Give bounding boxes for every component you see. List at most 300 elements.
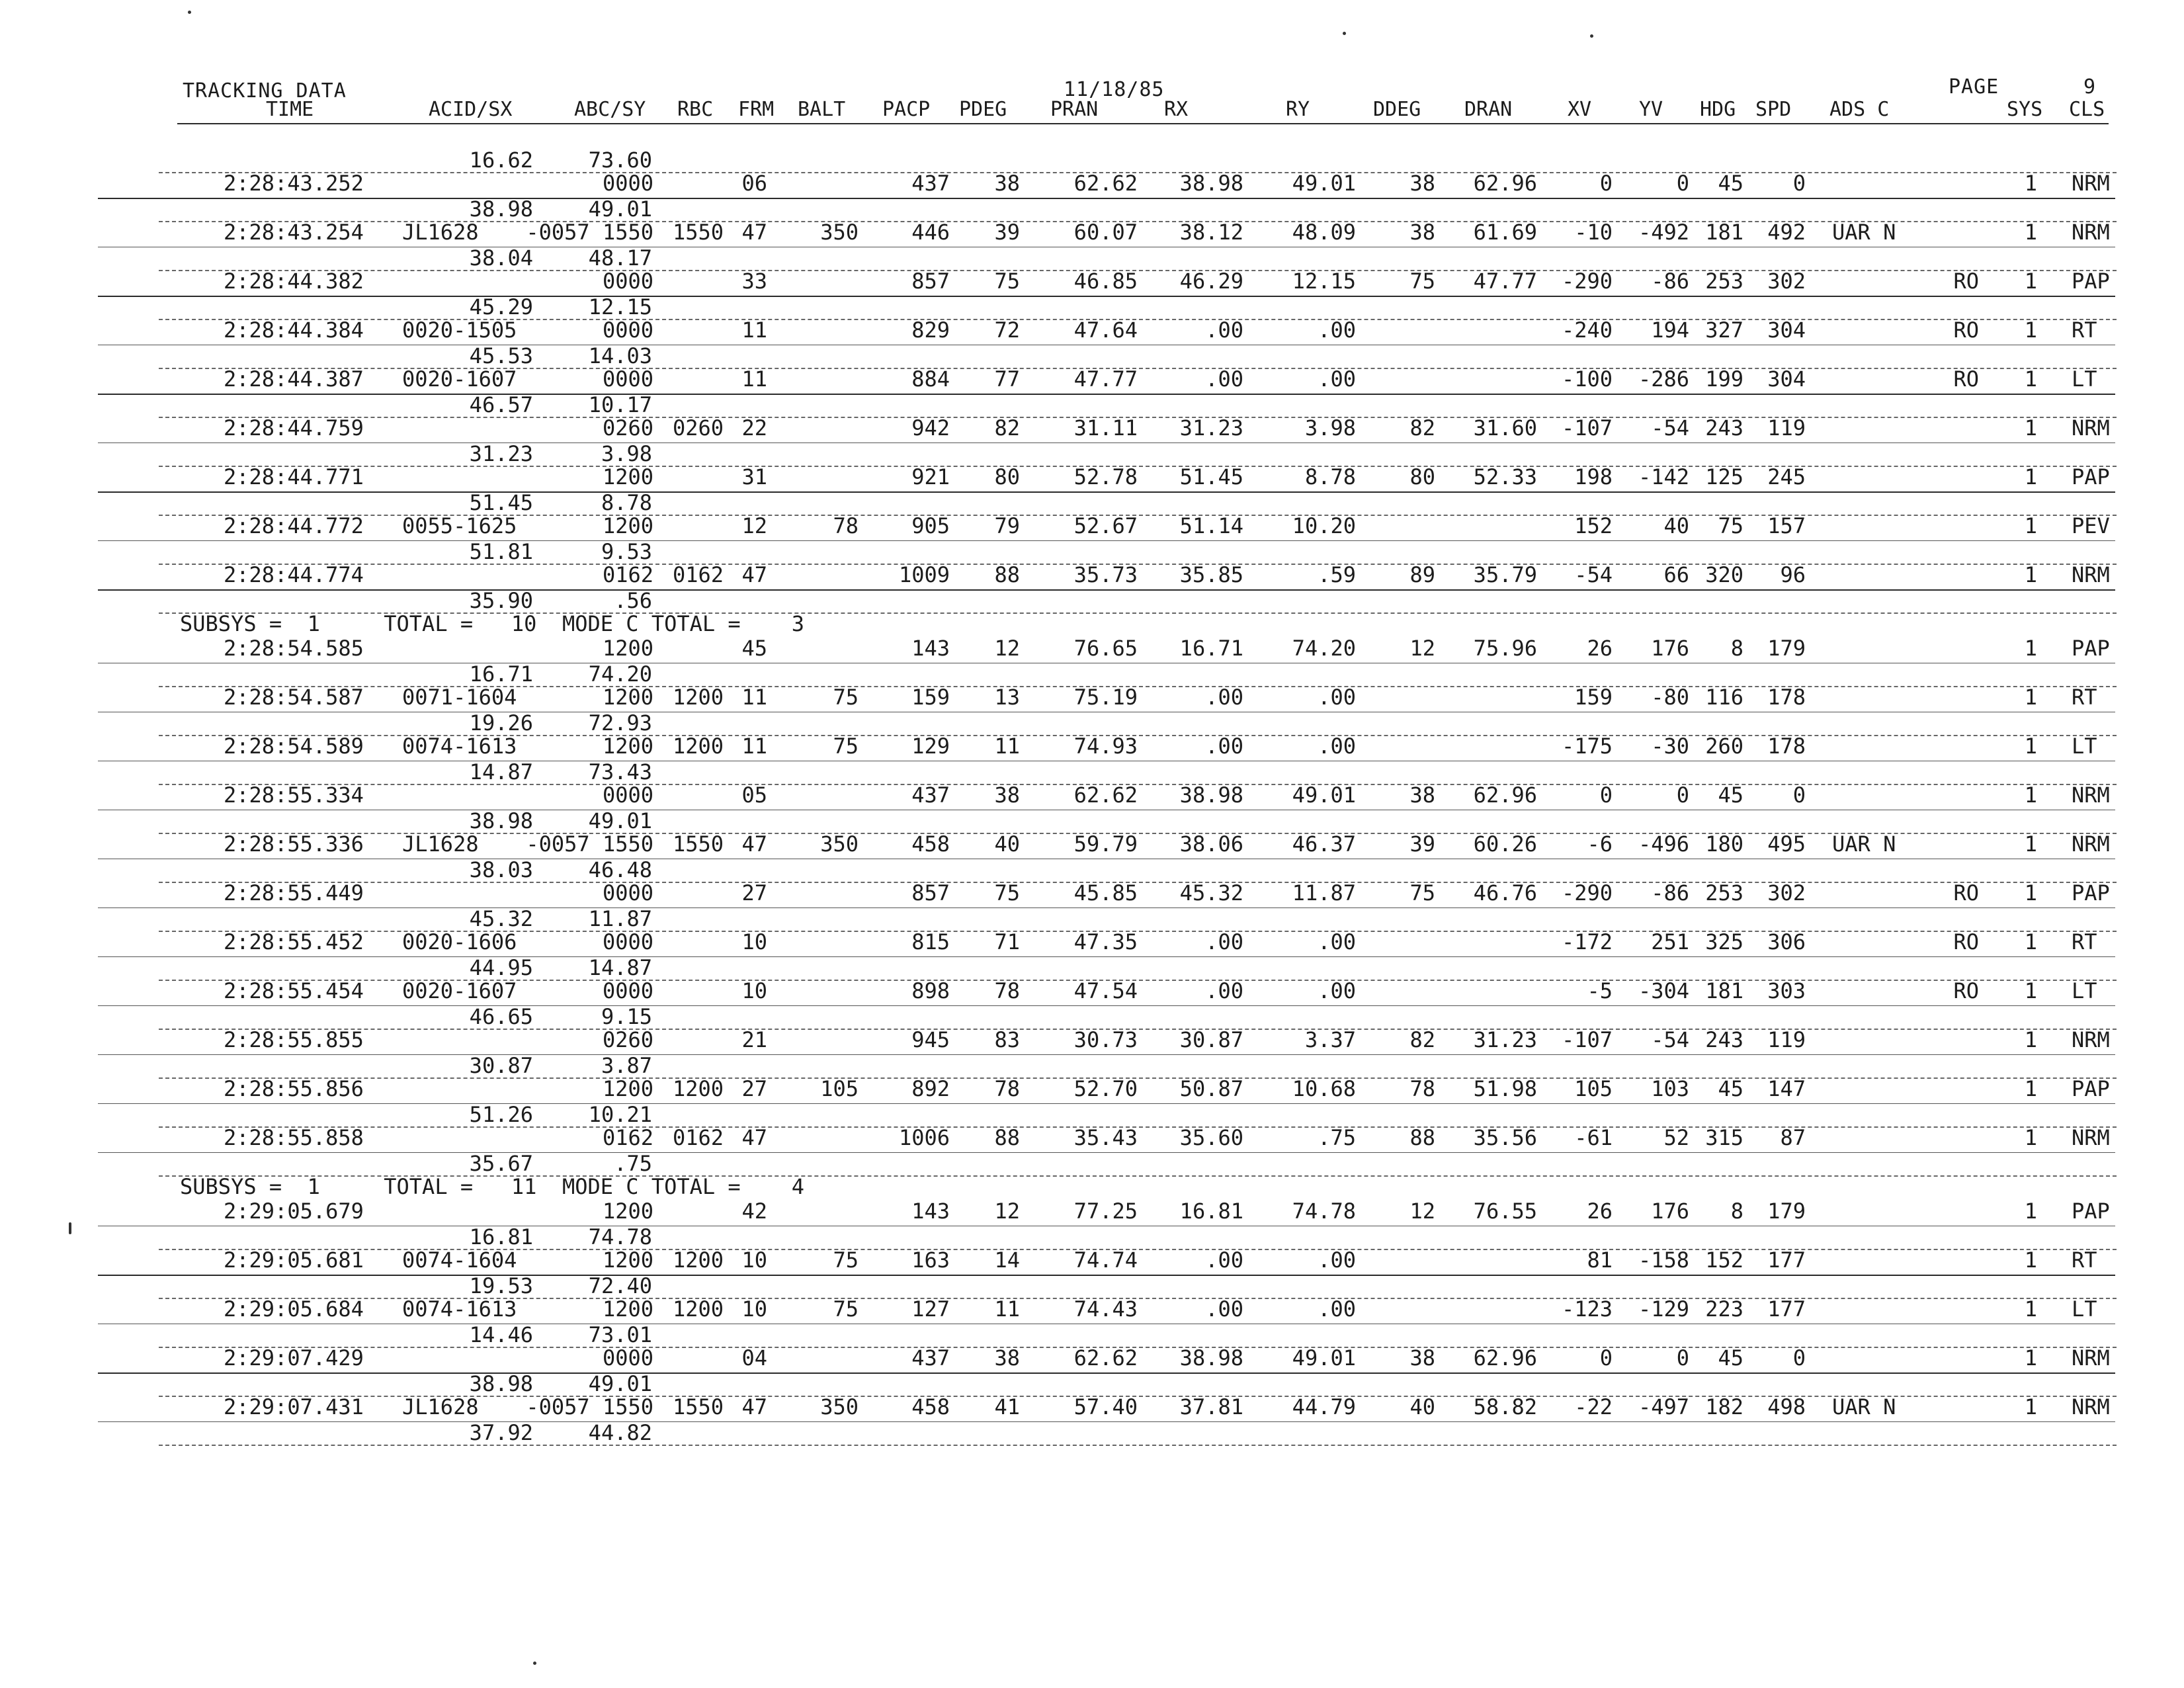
page-number: 9: [2083, 75, 2097, 99]
cell-cls: PAP: [2072, 636, 2110, 661]
cell-pran: 52.70: [1073, 1076, 1138, 1101]
cell-cls: RT: [2072, 685, 2097, 710]
sub-value-y: 73.01: [588, 1322, 652, 1347]
cell-rx: 38.98: [1179, 1345, 1243, 1371]
cell-xv: -10: [1574, 220, 1613, 245]
cell-pran: 62.62: [1073, 1345, 1138, 1371]
cell-rx: 38.98: [1179, 782, 1243, 808]
sub-value-x: 35.67: [469, 1151, 533, 1176]
cell-rx: 45.32: [1179, 880, 1243, 906]
cell-sys: 1: [2024, 269, 2037, 294]
col-header-acid-sx: ACID/SX: [429, 98, 513, 121]
cell-pdeg: 88: [994, 562, 1020, 587]
cell-ry: 12.15: [1292, 269, 1356, 294]
cell-pacp: 437: [911, 1345, 950, 1371]
cell-hdg: 45: [1718, 1345, 1743, 1371]
cell-xv: 0: [1599, 171, 1613, 196]
cell-pran: 46.85: [1073, 269, 1138, 294]
cell-frm: 04: [741, 1345, 767, 1371]
cell-pran: 60.07: [1073, 220, 1138, 245]
cell-ads: UAR N: [1832, 831, 1896, 857]
sub-value-x: 35.90: [469, 588, 533, 613]
cell-pdeg: 38: [994, 1345, 1020, 1371]
cell-yv: 52: [1663, 1125, 1689, 1150]
cell-yv: -492: [1638, 220, 1689, 245]
cell-frm: 47: [741, 831, 767, 857]
sub-value-x: 38.03: [469, 857, 533, 882]
cell-pdeg: 38: [994, 171, 1020, 196]
cell-xv: -61: [1574, 1125, 1613, 1150]
cell-pran: 35.73: [1073, 562, 1138, 587]
col-header-ddeg: DDEG: [1373, 98, 1421, 121]
cell-pdeg: 71: [994, 929, 1020, 954]
cell-time: 2:28:44.772: [224, 513, 364, 538]
cell-dran: 52.33: [1473, 464, 1537, 489]
table-rule: [159, 1347, 2117, 1348]
cell-time: 2:29:05.681: [224, 1247, 364, 1273]
cell-rbc: 1200: [672, 685, 724, 710]
cell-rx: 37.81: [1179, 1394, 1243, 1419]
cell-ry: .00: [1318, 734, 1356, 759]
table-rule: [159, 1445, 2117, 1446]
table-rule: [98, 491, 2115, 493]
cell-frm: 47: [741, 562, 767, 587]
sub-value-x: 51.26: [469, 1102, 533, 1127]
cell-abc: 1200: [602, 464, 653, 489]
cell-time: 2:28:43.254: [224, 220, 364, 245]
cell-frm: 47: [741, 1125, 767, 1150]
sub-value-x: 14.46: [469, 1322, 533, 1347]
cell-frm: 11: [741, 685, 767, 710]
cell-rx: 51.45: [1179, 464, 1243, 489]
cell-cls: LT: [2072, 978, 2097, 1003]
cell-sys: 1: [2024, 636, 2037, 661]
cell-pdeg: 88: [994, 1125, 1020, 1150]
cell-dran: 35.56: [1473, 1125, 1537, 1150]
table-rule: [98, 1103, 2115, 1104]
cell-yv: 251: [1651, 929, 1689, 954]
col-header-xv: XV: [1568, 98, 1592, 121]
cell-pran: 62.62: [1073, 171, 1138, 196]
cell-yv: -497: [1638, 1394, 1689, 1419]
cell-rbc: 0260: [672, 415, 724, 441]
cell-pran: 62.62: [1073, 782, 1138, 808]
cell-sys: 1: [2024, 464, 2037, 489]
cell-pran: 76.65: [1073, 636, 1138, 661]
cell-ddeg: 39: [1409, 831, 1435, 857]
cell-spd: 245: [1767, 464, 1806, 489]
sub-value-y: 9.53: [601, 539, 652, 564]
table-rule: [98, 296, 2115, 297]
cell-cls: NRM: [2072, 562, 2110, 587]
cell-xv: 0: [1599, 1345, 1613, 1371]
sub-value-x: 51.45: [469, 490, 533, 515]
table-rule: [98, 1275, 2115, 1276]
cell-abc: 0000: [602, 880, 653, 906]
cell-spd: 177: [1767, 1247, 1806, 1273]
cell-pran: 47.77: [1073, 366, 1138, 392]
cell-spd: 177: [1767, 1296, 1806, 1322]
cell-pdeg: 83: [994, 1027, 1020, 1052]
cell-abc: 1200: [602, 1076, 653, 1101]
cell-ry: .00: [1318, 929, 1356, 954]
cell-pacp: 892: [911, 1076, 950, 1101]
scan-speck: [69, 1222, 71, 1234]
cell-abc: 0000: [602, 1345, 653, 1371]
cell-pran: 52.67: [1073, 513, 1138, 538]
cell-time: 2:29:05.684: [224, 1296, 364, 1322]
cell-pacp: 945: [911, 1027, 950, 1052]
cell-dran: 35.79: [1473, 562, 1537, 587]
cell-balt: 105: [820, 1076, 859, 1101]
cell-cls: PEV: [2072, 513, 2110, 538]
cell-cls: LT: [2072, 366, 2097, 392]
cell-pran: 59.79: [1073, 831, 1138, 857]
cell-yv: -129: [1638, 1296, 1689, 1322]
cell-pdeg: 12: [994, 1199, 1020, 1224]
cell-ry: 10.20: [1292, 513, 1356, 538]
cell-ry: 49.01: [1292, 782, 1356, 808]
sub-value-x: 16.62: [469, 148, 533, 173]
col-header-pdeg: PDEG: [959, 98, 1007, 121]
cell-rx: 35.60: [1179, 1125, 1243, 1150]
cell-hdg: 45: [1718, 782, 1743, 808]
cell-hdg: 125: [1705, 464, 1743, 489]
cell-spd: 0: [1792, 782, 1806, 808]
cell-sys: 1: [2024, 562, 2037, 587]
cell-pacp: 857: [911, 880, 950, 906]
cell-pran: 74.74: [1073, 1247, 1138, 1273]
cell-time: 2:28:44.387: [224, 366, 364, 392]
cell-cls: RT: [2072, 1247, 2097, 1273]
cell-time: 2:28:44.382: [224, 269, 364, 294]
table-rule: [98, 540, 2115, 541]
cell-sys: 1: [2024, 220, 2037, 245]
cell-rx: 50.87: [1179, 1076, 1243, 1101]
scan-speck: [533, 1662, 536, 1665]
cell-pran: 47.64: [1073, 317, 1138, 343]
cell-rbc: 1550: [672, 831, 724, 857]
cell-spd: 498: [1767, 1394, 1806, 1419]
cell-sys: 1: [2024, 978, 2037, 1003]
cell-frm: 21: [741, 1027, 767, 1052]
col-header-spd: SPD: [1755, 98, 1792, 121]
cell-hdg: 243: [1705, 415, 1743, 441]
cell-dran: 62.96: [1473, 782, 1537, 808]
cell-time: 2:28:55.452: [224, 929, 364, 954]
sub-value-y: 44.82: [588, 1420, 652, 1445]
cell-pacp: 129: [911, 734, 950, 759]
cell-dran: 31.60: [1473, 415, 1537, 441]
cell-ry: 74.20: [1292, 636, 1356, 661]
cell-cls: LT: [2072, 734, 2097, 759]
cell-rx: 38.06: [1179, 831, 1243, 857]
sub-value-x: 45.29: [469, 294, 533, 319]
cell-frm: 42: [741, 1199, 767, 1224]
cell-frm: 27: [741, 880, 767, 906]
cell-sys: 1: [2024, 734, 2037, 759]
cell-pdeg: 14: [994, 1247, 1020, 1273]
cell-pacp: 905: [911, 513, 950, 538]
cell-ads: UAR N: [1832, 220, 1896, 245]
sub-value-x: 37.92: [469, 1420, 533, 1445]
sub-value-y: 10.17: [588, 392, 652, 417]
sub-value-y: 48.17: [588, 245, 652, 271]
sub-value-x: 45.32: [469, 906, 533, 931]
cell-yv: -496: [1638, 831, 1689, 857]
scan-speck: [188, 11, 191, 14]
cell-frm: 05: [741, 782, 767, 808]
cell-ddeg: 88: [1409, 1125, 1435, 1150]
cell-hdg: 75: [1718, 513, 1743, 538]
cell-rx: .00: [1205, 1296, 1243, 1322]
table-rule: [159, 564, 2117, 565]
cell-ry: 10.68: [1292, 1076, 1356, 1101]
cell-ry: 3.98: [1304, 415, 1356, 441]
cell-rx: 38.12: [1179, 220, 1243, 245]
table-rule: [98, 1421, 2115, 1422]
cell-abc: 1200: [602, 1296, 653, 1322]
col-header-sys: SYS: [2007, 98, 2043, 121]
sub-value-x: 19.26: [469, 710, 533, 736]
cell-cls: PAP: [2072, 880, 2110, 906]
cell-time: 2:28:55.336: [224, 831, 364, 857]
cell-ro: RO: [1953, 880, 1979, 906]
cell-hdg: 325: [1705, 929, 1743, 954]
table-rule: [159, 417, 2117, 418]
cell-pran: 30.73: [1073, 1027, 1138, 1052]
cell-time: 2:29:05.679: [224, 1199, 364, 1224]
table-rule: [98, 198, 2115, 199]
col-header-dran: DRAN: [1464, 98, 1513, 121]
table-rule: [159, 466, 2117, 467]
scan-speck: [1590, 34, 1593, 38]
cell-hdg: 182: [1705, 1394, 1743, 1419]
cell-cls: NRM: [2072, 1394, 2110, 1419]
cell-pdeg: 40: [994, 831, 1020, 857]
cell-ro: RO: [1953, 978, 1979, 1003]
col-header-rbc: RBC: [677, 98, 714, 121]
cell-xv: -290: [1561, 269, 1613, 294]
cell-ry: 49.01: [1292, 1345, 1356, 1371]
cell-pacp: 127: [911, 1296, 950, 1322]
cell-sys: 1: [2024, 171, 2037, 196]
cell-cls: PAP: [2072, 269, 2110, 294]
cell-dran: 31.23: [1473, 1027, 1537, 1052]
sub-value-x: 38.98: [469, 1371, 533, 1396]
cell-abc: 0000: [602, 929, 653, 954]
cell-hdg: 320: [1705, 562, 1743, 587]
cell-ry: .00: [1318, 685, 1356, 710]
cell-pdeg: 72: [994, 317, 1020, 343]
cell-cls: RT: [2072, 317, 2097, 343]
cell-ry: 3.37: [1304, 1027, 1356, 1052]
cell-spd: 495: [1767, 831, 1806, 857]
cell-abc: 0000: [602, 366, 653, 392]
cell-time: 2:28:43.252: [224, 171, 364, 196]
cell-xv: 198: [1574, 464, 1613, 489]
cell-abc: 1200: [602, 1247, 653, 1273]
col-header-rx: RX: [1164, 98, 1189, 121]
cell-rx: 16.81: [1179, 1199, 1243, 1224]
cell-pacp: 446: [911, 220, 950, 245]
sub-value-x: 16.71: [469, 661, 533, 687]
cell-xv: -240: [1561, 317, 1613, 343]
cell-abc: 1200: [602, 734, 653, 759]
cell-rx: 51.14: [1179, 513, 1243, 538]
cell-cls: PAP: [2072, 1076, 2110, 1101]
sub-value-y: 9.15: [601, 1004, 652, 1029]
cell-dran: 61.69: [1473, 220, 1537, 245]
cell-balt: 75: [833, 685, 859, 710]
cell-frm: 12: [741, 513, 767, 538]
cell-hdg: 152: [1705, 1247, 1743, 1273]
table-rule: [159, 1126, 2117, 1128]
cell-hdg: 253: [1705, 269, 1743, 294]
cell-time: 2:28:54.589: [224, 734, 364, 759]
table-rule: [159, 1077, 2117, 1079]
sub-value-y: 72.93: [588, 710, 652, 736]
cell-yv: -142: [1638, 464, 1689, 489]
cell-frm: 31: [741, 464, 767, 489]
cell-ry: .59: [1318, 562, 1356, 587]
col-header-abc-sy: ABC/SY: [574, 98, 646, 121]
cell-spd: 96: [1780, 562, 1806, 587]
cell-ry: 46.37: [1292, 831, 1356, 857]
cell-time: 2:28:54.587: [224, 685, 364, 710]
cell-ddeg: 78: [1409, 1076, 1435, 1101]
cell-sys: 1: [2024, 366, 2037, 392]
cell-dran: 62.96: [1473, 1345, 1537, 1371]
cell-frm: 06: [741, 171, 767, 196]
cell-frm: 45: [741, 636, 767, 661]
cell-balt: 75: [833, 1247, 859, 1273]
cell-cls: RT: [2072, 929, 2097, 954]
cell-xv: 159: [1574, 685, 1613, 710]
cell-sys: 1: [2024, 1394, 2037, 1419]
cell-frm: 33: [741, 269, 767, 294]
cell-ddeg: 38: [1409, 782, 1435, 808]
cell-pran: 74.93: [1073, 734, 1138, 759]
sub-value-x: 38.04: [469, 245, 533, 271]
cell-rx: .00: [1205, 685, 1243, 710]
cell-spd: 304: [1767, 317, 1806, 343]
cell-pacp: 458: [911, 1394, 950, 1419]
col-header-balt: BALT: [798, 98, 846, 121]
sub-value-y: 8.78: [601, 490, 652, 515]
cell-hdg: 199: [1705, 366, 1743, 392]
sub-value-y: 49.01: [588, 196, 652, 222]
col-header-frm: FRM: [738, 98, 775, 121]
sub-value-x: 30.87: [469, 1053, 533, 1078]
table-rule: [98, 1005, 2115, 1006]
cell-ads: UAR N: [1832, 1394, 1896, 1419]
col-header-pacp: PACP: [882, 98, 931, 121]
cell-dran: 51.98: [1473, 1076, 1537, 1101]
cell-sys: 1: [2024, 831, 2037, 857]
cell-xv: 26: [1587, 636, 1613, 661]
cell-sys: 1: [2024, 685, 2037, 710]
table-rule: [159, 270, 2117, 271]
cell-abc: 0000: [602, 978, 653, 1003]
cell-time: 2:29:07.429: [224, 1345, 364, 1371]
cell-pacp: 884: [911, 366, 950, 392]
cell-pran: 31.11: [1073, 415, 1138, 441]
col-header-cls: CLS: [2069, 98, 2105, 121]
sub-value-y: 74.78: [588, 1224, 652, 1249]
cell-balt: 75: [833, 734, 859, 759]
cell-time: 2:29:07.431: [224, 1394, 364, 1419]
cell-pdeg: 11: [994, 734, 1020, 759]
cell-balt: 78: [833, 513, 859, 538]
cell-spd: 178: [1767, 685, 1806, 710]
cell-spd: 0: [1792, 171, 1806, 196]
cell-rbc: 1200: [672, 1076, 724, 1101]
cell-pacp: 143: [911, 1199, 950, 1224]
cell-pran: 47.35: [1073, 929, 1138, 954]
cell-acid: 0071-1604: [402, 685, 517, 710]
cell-yv: 194: [1651, 317, 1689, 343]
cell-ro: RO: [1953, 269, 1979, 294]
cell-acid: 0074-1613: [402, 1296, 517, 1322]
cell-ro: RO: [1953, 929, 1979, 954]
cell-sys: 1: [2024, 1027, 2037, 1052]
cell-rx: 35.85: [1179, 562, 1243, 587]
cell-rx: 16.71: [1179, 636, 1243, 661]
cell-yv: 0: [1676, 782, 1689, 808]
cell-acid: JL1628: [402, 831, 479, 857]
cell-pran: 77.25: [1073, 1199, 1138, 1224]
cell-xv: 26: [1587, 1199, 1613, 1224]
cell-cls: LT: [2072, 1296, 2097, 1322]
cell-ry: 48.09: [1292, 220, 1356, 245]
sub-value-x: 14.87: [469, 759, 533, 784]
cell-pacp: 942: [911, 415, 950, 441]
sub-value-x: 31.23: [469, 441, 533, 466]
table-rule: [159, 882, 2117, 883]
cell-yv: -286: [1638, 366, 1689, 392]
cell-time: 2:28:55.449: [224, 880, 364, 906]
cell-spd: 87: [1780, 1125, 1806, 1150]
col-header-ads-c: ADS C: [1829, 98, 1890, 121]
cell-pdeg: 39: [994, 220, 1020, 245]
cell-cls: NRM: [2072, 171, 2110, 196]
cell-ry: .00: [1318, 978, 1356, 1003]
sub-value-x: 46.57: [469, 392, 533, 417]
cell-dran: 58.82: [1473, 1394, 1537, 1419]
cell-rx: .00: [1205, 1247, 1243, 1273]
cell-yv: -54: [1651, 415, 1689, 441]
cell-yv: -158: [1638, 1247, 1689, 1273]
cell-pacp: 857: [911, 269, 950, 294]
sub-value-x: 51.81: [469, 539, 533, 564]
cell-spd: 179: [1767, 1199, 1806, 1224]
cell-pran: 35.43: [1073, 1125, 1138, 1150]
cell-sys: 1: [2024, 880, 2037, 906]
cell-dran: 60.26: [1473, 831, 1537, 857]
cell-rx: .00: [1205, 366, 1243, 392]
cell-rx: 46.29: [1179, 269, 1243, 294]
col-header-time: TIME: [266, 98, 314, 121]
cell-hdg: 8: [1730, 636, 1743, 661]
cell-ry: .00: [1318, 366, 1356, 392]
cell-rx: .00: [1205, 734, 1243, 759]
cell-pdeg: 41: [994, 1394, 1020, 1419]
cell-yv: 40: [1663, 513, 1689, 538]
cell-xv: 0: [1599, 782, 1613, 808]
cell-yv: -54: [1651, 1027, 1689, 1052]
sub-value-y: 3.87: [601, 1053, 652, 1078]
